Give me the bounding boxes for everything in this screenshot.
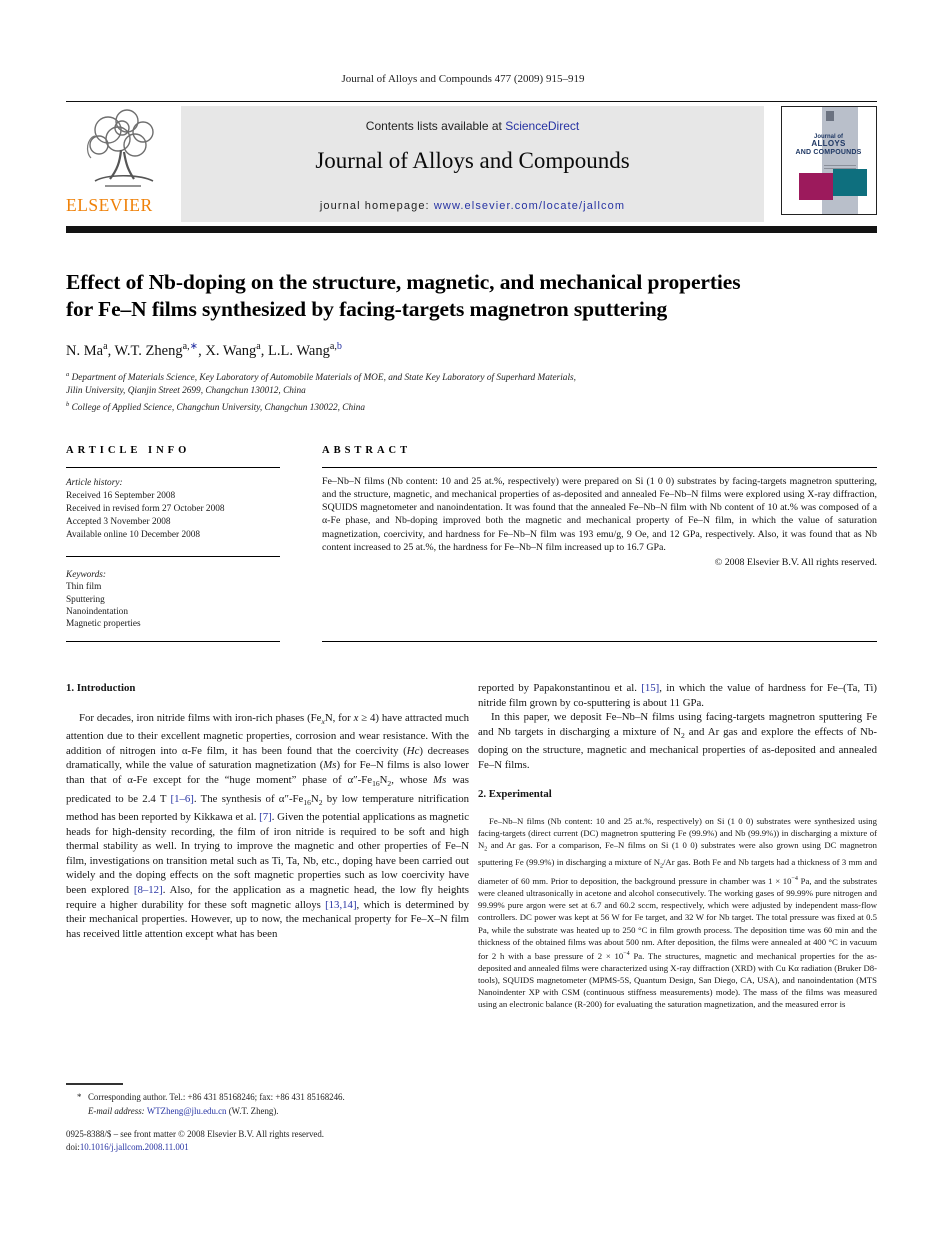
text-segment: N xyxy=(379,773,388,786)
text-segment: and Ar gas and explore the effects of Nb-doping on the structure, magnetic and mechanical properties of as-deposited and annealed Fe–N films. xyxy=(478,725,877,771)
footnote-line1: Corresponding author. Tel.: +86 431 85168246; fax: +86 431 85168246. xyxy=(88,1092,345,1102)
cover-title-journal-of: Journal of xyxy=(813,134,843,140)
article-info-header: ARTICLE INFO xyxy=(66,445,191,456)
text-segment: −4 xyxy=(623,950,630,957)
text-segment: , which is determined by their mechanical properties. However, up to now, the mechanical property for Fe–X–N film has received little attention except what has been xyxy=(66,898,469,940)
article-title-line2: for Fe–N films synthesized by facing-targets magnetron sputtering xyxy=(66,297,668,321)
text-segment: by low temperature nitrification method has been reported by Kikkawa et al. xyxy=(66,792,470,824)
article-title-line1: Effect of Nb-doping on the structure, magnetic, and mechanical properties xyxy=(66,270,741,294)
text-segment: Pa. The structures, magnetic and mechanical properties for the as-deposited and annealed films were characterized using X-ray diffraction (XRD) with Cu Kα radiation (Bruker D8-tools), SQUIDS magnetometer (MPMS-5S, Quantum Design, San Diego, CA, USA), and nanoindentation (MTS Nanoindenter XP with CSM (continuous stiffness measurements) mode). The mass of the films was measured using an electronic balance (R-200) for evaluating the saturation magnetization, and the measured error is xyxy=(478,950,877,1010)
article-title xyxy=(66,269,866,323)
text-segment: b xyxy=(66,401,70,409)
text-segment: and Ar gas. For a comparison, Fe–N films on Si (1 0 0) substrates were also grown using DC magnetron sputtering Fe (99.9%) in discharging a mixture of N xyxy=(478,840,877,868)
intro-continued-paragraph xyxy=(478,681,877,710)
banner-center-panel xyxy=(181,106,764,222)
cover-publisher-mark xyxy=(826,111,834,121)
journal-cover-thumbnail[interactable] xyxy=(781,106,877,215)
cover-subtitle-line-1 xyxy=(824,165,856,166)
journal-homepage-line xyxy=(181,200,764,212)
elsevier-logo xyxy=(66,106,179,222)
affiliations xyxy=(66,368,576,415)
ref-link-15[interactable]: [15] xyxy=(641,682,660,694)
text-segment: E-mail address: xyxy=(88,1105,147,1116)
header-top-rule xyxy=(66,101,877,102)
keyword-sputtering: Sputtering xyxy=(66,594,105,605)
text-segment: In this paper, we deposit Fe–Nb–N films using facing-targets magnetron sputtering Fe and Nb targets in discharging a mixture of N xyxy=(478,711,877,738)
text-segment: Hc xyxy=(406,744,420,757)
footnote-star: * xyxy=(77,1092,82,1102)
text-segment: a, xyxy=(182,341,190,352)
text-segment: (W.T. Zheng). xyxy=(226,1105,279,1116)
keyword-magnetic-properties: Magnetic properties xyxy=(66,619,141,630)
journal-banner xyxy=(66,106,877,222)
text-segment: a xyxy=(103,341,108,352)
author-list xyxy=(66,341,342,360)
text-segment: Contents lists available at xyxy=(365,119,506,133)
ref-link-1-6[interactable]: [1–6] xyxy=(170,792,194,805)
footnote-line2 xyxy=(88,1105,476,1119)
abstract-header: ABSTRACT xyxy=(322,445,412,456)
doi-line xyxy=(66,1141,486,1154)
affiliation-a-line1 xyxy=(66,368,576,385)
article-info-column xyxy=(66,445,280,631)
text-segment: /Ar gas. Both Fe and Nb targets had a thickness of 3 mm and diameter of 60 mm. Prior to deposition, the background pressure in chamber was 1 × 10 xyxy=(478,857,877,886)
text-segment: N, for xyxy=(324,711,354,724)
footnote-rule xyxy=(66,1083,123,1085)
doi-link[interactable]: 10.1016/j.jallcom.2008.11.001 xyxy=(79,1142,189,1153)
ref-link-13-14[interactable]: [13,14] xyxy=(325,898,357,911)
text-segment: journal homepage: xyxy=(319,200,434,212)
keyword-nanoindentation: Nanoindentation xyxy=(66,607,128,618)
text-segment: College of Applied Science, Changchun University, Changchun 130022, China xyxy=(69,403,365,414)
text-segment: a xyxy=(66,371,70,378)
cover-title-and-compounds: AND COMPOUNDS xyxy=(795,148,862,156)
elsevier-wordmark: ELSEVIER xyxy=(66,195,153,215)
cover-title-alloys: ALLOYS xyxy=(811,139,846,149)
text-segment: 2 xyxy=(484,847,488,854)
text-segment: a xyxy=(256,341,261,352)
section-2-heading: 2. Experimental xyxy=(478,788,552,801)
corresponding-author-star[interactable]: ∗ xyxy=(189,341,199,352)
text-segment: Fe–Nb–N films (Nb content: 10 and 25 at.%, respectively) on Si (1 0 0) substrates were synthesized using facing-targets (direct current (DC) magnetron sputtering Fe (99.9%) and Nb (99.9%)) in discharging a mixture of N xyxy=(478,815,877,851)
text-segment: Department of Materials Science, Key Laboratory of Automobile Materials of MOE, and State Key Laboratory of Superhard Materials, xyxy=(69,373,576,384)
text-segment: . Also, for the application as a magnetic head, the low fly heights require a higher durability for these soft magnetic alloys xyxy=(66,884,469,911)
ref-link-8-12[interactable]: [8–12] xyxy=(133,884,163,897)
intro-paragraph xyxy=(66,711,469,942)
keywords-label: Keywords: xyxy=(66,569,106,580)
text-segment: Ms xyxy=(433,773,447,786)
email-link[interactable]: WTZheng@jlu.edu.cn xyxy=(146,1105,227,1116)
text-segment: ≥ 4) have attracted much attention due to their excellent magnetic properties, corrosion and wear resistance. With the addition of nitrogen into α-Fe film, it has been found that the coercivity ( xyxy=(66,711,470,757)
abstract-text: Fe–Nb–N films (Nb content: 10 and 25 at.%, respectively) were prepared on Si (1 0 0) substrates by facing-targets magnetron sputtering, and the structure, magnetic, and mechanical properties of as-deposited and annealed Fe–Nb–N films were explored using X-ray diffraction, SQUIDS magnetometer and nanoindentation. It was found that the annealed Fe–Nb–N film with Nb content of 10 at.% was composed of a α-Fe phase, and Nb-doping improved both the magnetic and mechanical property of Fe–N film, in which the value of saturation magnetization, coercivity, and hardness for Fe–Nb–N film was 193 emu/g, 9 Oe, and 12 GPa, respectively. Also, it was found that as Nb content increased to 25 at.%, the hardness for Fe–Nb–N film increased up to 16.7 GPa. xyxy=(322,476,877,553)
text-segment: . The synthesis of α″-Fe xyxy=(193,792,304,805)
section-1-heading: 1. Introduction xyxy=(66,682,136,694)
corresponding-author-footnote xyxy=(66,1091,476,1118)
copyright-line: © 2008 Elsevier B.V. All rights reserved. xyxy=(714,556,877,568)
text-segment: 2 xyxy=(681,730,685,740)
text-segment: . Given the potential applications as magnetic heads for high-density recording, the film of iron nitride is required to be soft and high thermal stability as well. In trying to improve the magnetic and other properties of Fe–N film, investigations on transition metal such as Ti, Ta, Nb, etc., doping have been carried out widely and the doping effects on the soft magnetic properties such as low coercivity have been explored xyxy=(66,811,469,897)
article-history-label: Article history: xyxy=(66,478,123,488)
text-segment: , L.L. Wang xyxy=(260,342,330,359)
banner-journal-title: Journal of Alloys and Compounds xyxy=(315,148,630,173)
ref-link-7[interactable]: [7] xyxy=(259,811,272,824)
text-segment: , X. Wang xyxy=(198,342,257,359)
text-segment: Pa, and the substrates were cleaned ultrasonically in acetone and alcohol consecutively. The working gases of 99.99% pure nitrogen and 99.99% pure argon were set at 6.7 and 60.2 sccm, respectively, which were adjusted by independent mass-flow controllers. DC power was kept at 56 W for Fe target, and 32 W for Nb target. The total pressure was fixed at 0.5 Pa, while the substrate was heated up to 250 °C in film growth process. The deposition time was 60 min and the thickness of the obtained films was about 500 nm. After deposition, the films were annealed at 400 °C in vacuum for 2 h with a base pressure of 2 × 10 xyxy=(478,875,877,961)
text-segment: Ms xyxy=(323,759,337,772)
text-segment: x xyxy=(353,711,359,724)
text-segment: a, xyxy=(329,341,337,352)
abstract-column xyxy=(322,445,877,568)
this-paper-paragraph xyxy=(478,710,877,772)
cover-magenta-square xyxy=(799,173,833,200)
experimental-paragraph xyxy=(478,815,877,1011)
history-received: Received 16 September 2008 xyxy=(66,490,176,501)
body-column-left xyxy=(66,681,469,941)
header-divider-bar xyxy=(66,226,877,233)
body-column-right xyxy=(478,681,877,1011)
history-revised: Received in revised form 27 October 2008 xyxy=(66,503,225,514)
text-segment: 2 xyxy=(387,779,392,789)
text-segment: N xyxy=(310,792,319,805)
cover-title-block xyxy=(784,134,873,156)
abstract-bottom-rule xyxy=(322,641,877,642)
text-segment: 16 xyxy=(303,797,311,807)
running-head: Journal of Alloys and Compounds 477 (2009) 915–919 xyxy=(341,73,585,85)
history-accepted: Accepted 3 November 2008 xyxy=(66,516,171,527)
history-online: Available online 10 December 2008 xyxy=(66,529,201,540)
text-segment: N. Ma xyxy=(66,342,104,359)
article-info-bottom-rule xyxy=(66,641,280,642)
text-segment: −4 xyxy=(791,876,798,883)
text-segment: doi: xyxy=(66,1142,80,1153)
cover-teal-square xyxy=(833,169,867,196)
keyword-thin-film: Thin film xyxy=(66,582,102,593)
text-segment: ) for Fe–N films is also lower than that of α-Fe except for the “huge moment” phase of α″-Fe xyxy=(66,759,470,786)
text-segment: ) decreases dramatically, while the value of saturation magnetization ( xyxy=(66,744,470,772)
text-segment: , W.T. Zheng xyxy=(107,342,183,359)
journal-homepage-link[interactable]: www.elsevier.com/locate/jallcom xyxy=(433,200,626,212)
text-segment: was predicated to be 2.4 T xyxy=(66,773,470,805)
text-segment: , in which the value of hardness for Fe–(Ta, Ti) nitride film grown by co-sputtering is about 11 GPa. xyxy=(478,682,877,709)
text-segment: For decades, iron nitride films with iron-rich phases (Fe xyxy=(79,711,322,724)
text-segment: 2 xyxy=(659,863,664,870)
imprint-block xyxy=(66,1128,486,1154)
elsevier-tree-icon xyxy=(75,108,171,196)
affiliation-a-line2: Jilin University, Qianjin Street 2699, Changchun 130012, China xyxy=(66,386,306,397)
sciencedirect-link[interactable]: ScienceDirect xyxy=(505,119,580,133)
text-segment[interactable]: b xyxy=(336,341,342,352)
text-segment: x xyxy=(321,716,325,726)
affiliation-b xyxy=(66,398,576,415)
contents-list-line xyxy=(181,106,764,133)
text-segment: 2 xyxy=(318,797,323,807)
text-segment: , whose xyxy=(391,773,434,786)
text-segment: reported by Papakonstantinou et al. xyxy=(478,682,642,694)
issn-copyright-line: 0925-8388/$ – see front matter © 2008 Elsevier B.V. All rights reserved. xyxy=(66,1129,324,1139)
text-segment: 16 xyxy=(372,779,380,789)
